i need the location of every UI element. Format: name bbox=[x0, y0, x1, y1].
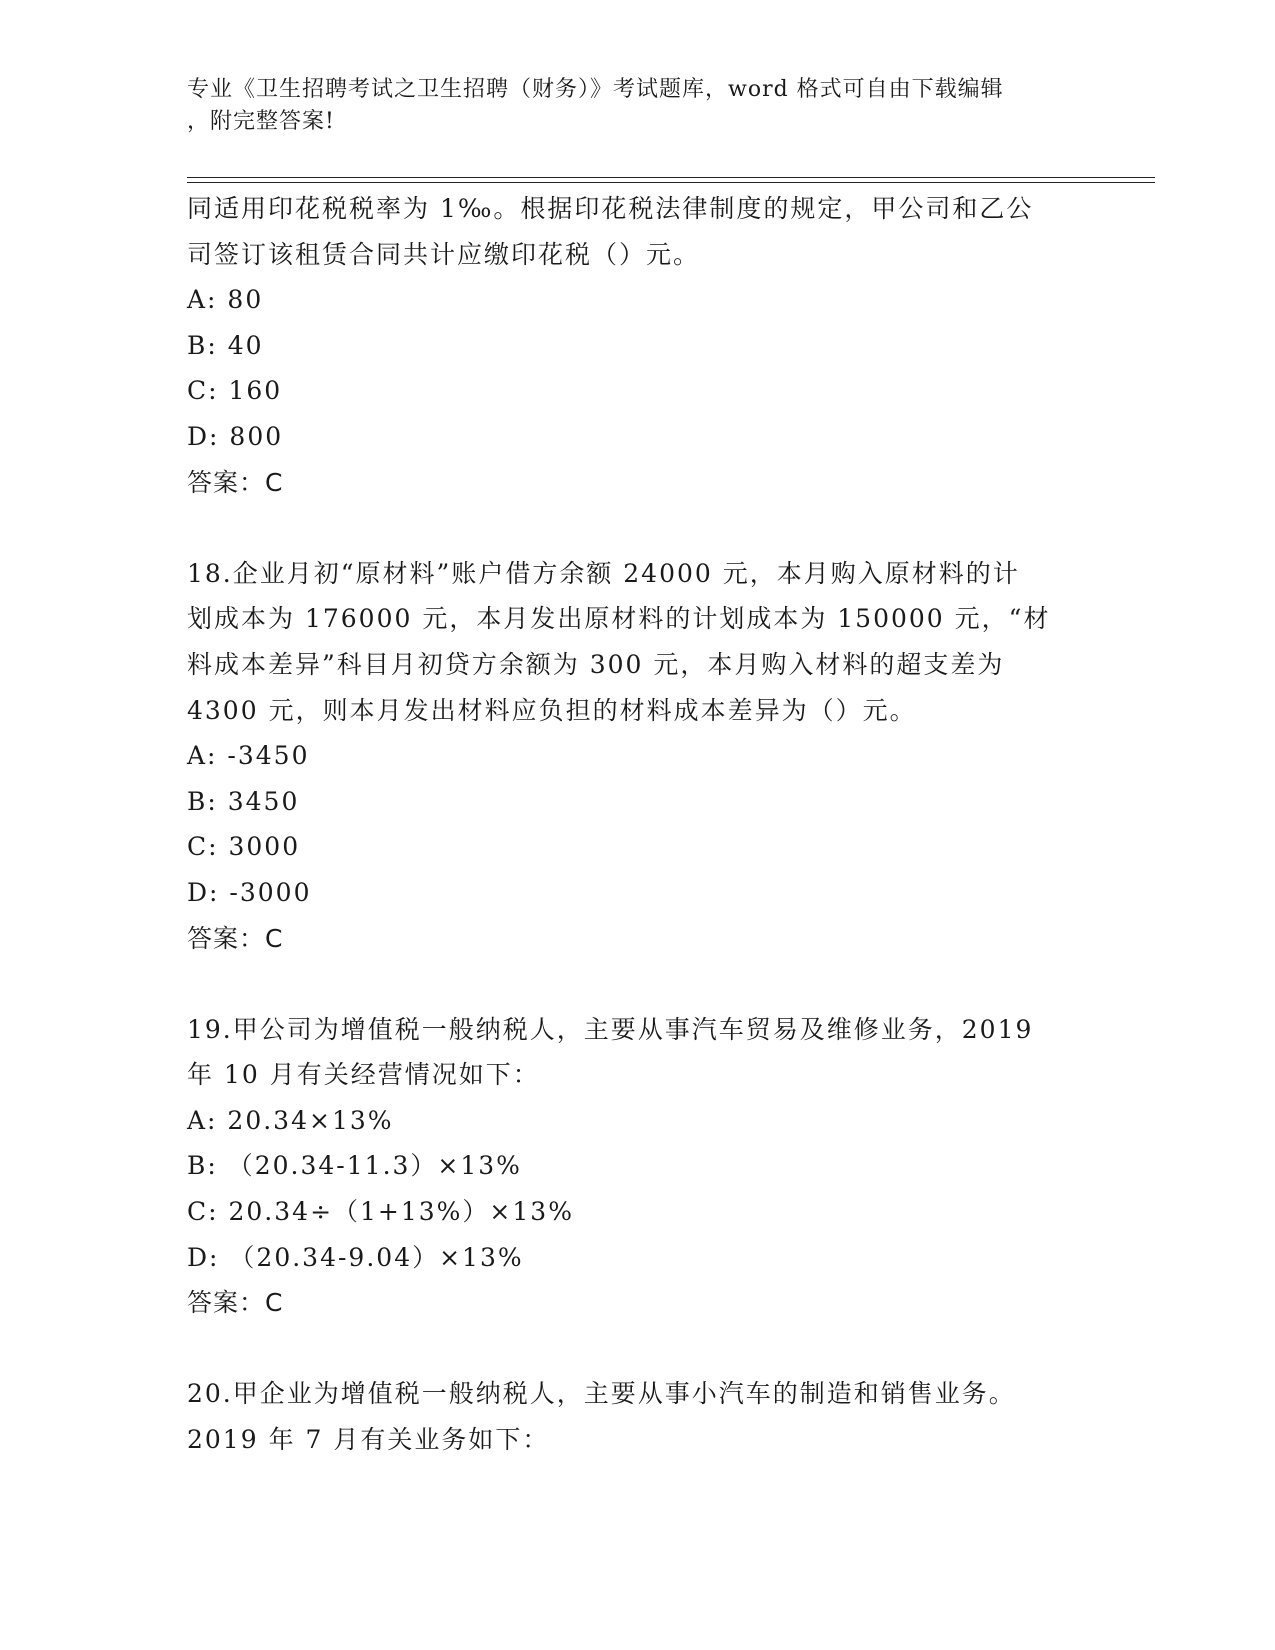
option-b: B: 40 bbox=[187, 330, 264, 360]
option-a: A: -3450 bbox=[187, 741, 310, 771]
option-a: A: 80 bbox=[187, 285, 264, 315]
header-line-2: ，附完整答案! bbox=[187, 109, 335, 134]
answer: 答案：C bbox=[187, 467, 284, 497]
option-b: B: 3450 bbox=[187, 786, 300, 816]
option-c: C: 3000 bbox=[187, 832, 301, 862]
question-text-line: 20.甲企业为增值税一般纳税人，主要从事小汽车的制造和销售业务。 bbox=[187, 1379, 1016, 1409]
header-divider-bottom bbox=[187, 182, 1155, 183]
answer: 答案：C bbox=[187, 1288, 284, 1318]
spacer bbox=[187, 1326, 1107, 1372]
option-a: A: 20.34×13% bbox=[187, 1105, 394, 1135]
header-divider-top bbox=[187, 177, 1155, 178]
question-text-line: 司签订该租赁合同共计应缴印花税（）元。 bbox=[187, 239, 701, 269]
question-text-line: 2019 年 7 月有关业务如下： bbox=[187, 1425, 550, 1455]
option-b: B: （20.34-11.3）×13% bbox=[187, 1151, 522, 1181]
question-19 bbox=[187, 1007, 1107, 1326]
option-c: C: 160 bbox=[187, 376, 283, 406]
question-17 bbox=[187, 186, 1107, 505]
question-text-line: 划成本为 176000 元，本月发出原材料的计划成本为 150000 元，“材 bbox=[187, 604, 1051, 634]
question-text-line: 18.企业月初“原材料”账户借方余额 24000 元，本月购入原材料的计 bbox=[187, 558, 1020, 588]
document-header bbox=[187, 74, 1087, 138]
answer: 答案：C bbox=[187, 923, 284, 953]
option-c: C: 20.34÷（1+13%）×13% bbox=[187, 1197, 574, 1227]
question-text-line: 4300 元，则本月发出材料应负担的材料成本差异为（）元。 bbox=[187, 695, 917, 725]
option-d: D: （20.34-9.04）×13% bbox=[187, 1242, 524, 1272]
question-20 bbox=[187, 1371, 1107, 1462]
spacer bbox=[187, 505, 1107, 551]
question-list bbox=[187, 186, 1107, 1463]
option-d: D: -3000 bbox=[187, 877, 312, 907]
question-text-line: 同适用印花税税率为 1‰。根据印花税法律制度的规定，甲公司和乙公 bbox=[187, 194, 1034, 223]
option-d: D: 800 bbox=[187, 421, 284, 451]
header-line-1: 专业《卫生招聘考试之卫生招聘（财务）》考试题库，word 格式可自由下载编辑 bbox=[187, 77, 1004, 102]
spacer bbox=[187, 961, 1107, 1007]
question-18 bbox=[187, 551, 1107, 961]
question-text-line: 年 10 月有关经营情况如下： bbox=[187, 1060, 540, 1090]
question-text-line: 19.甲公司为增值税一般纳税人，主要从事汽车贸易及维修业务，2019 bbox=[187, 1014, 1034, 1044]
question-text-line: 料成本差异”科目月初贷方余额为 300 元，本月购入材料的超支差为 bbox=[187, 649, 1005, 679]
